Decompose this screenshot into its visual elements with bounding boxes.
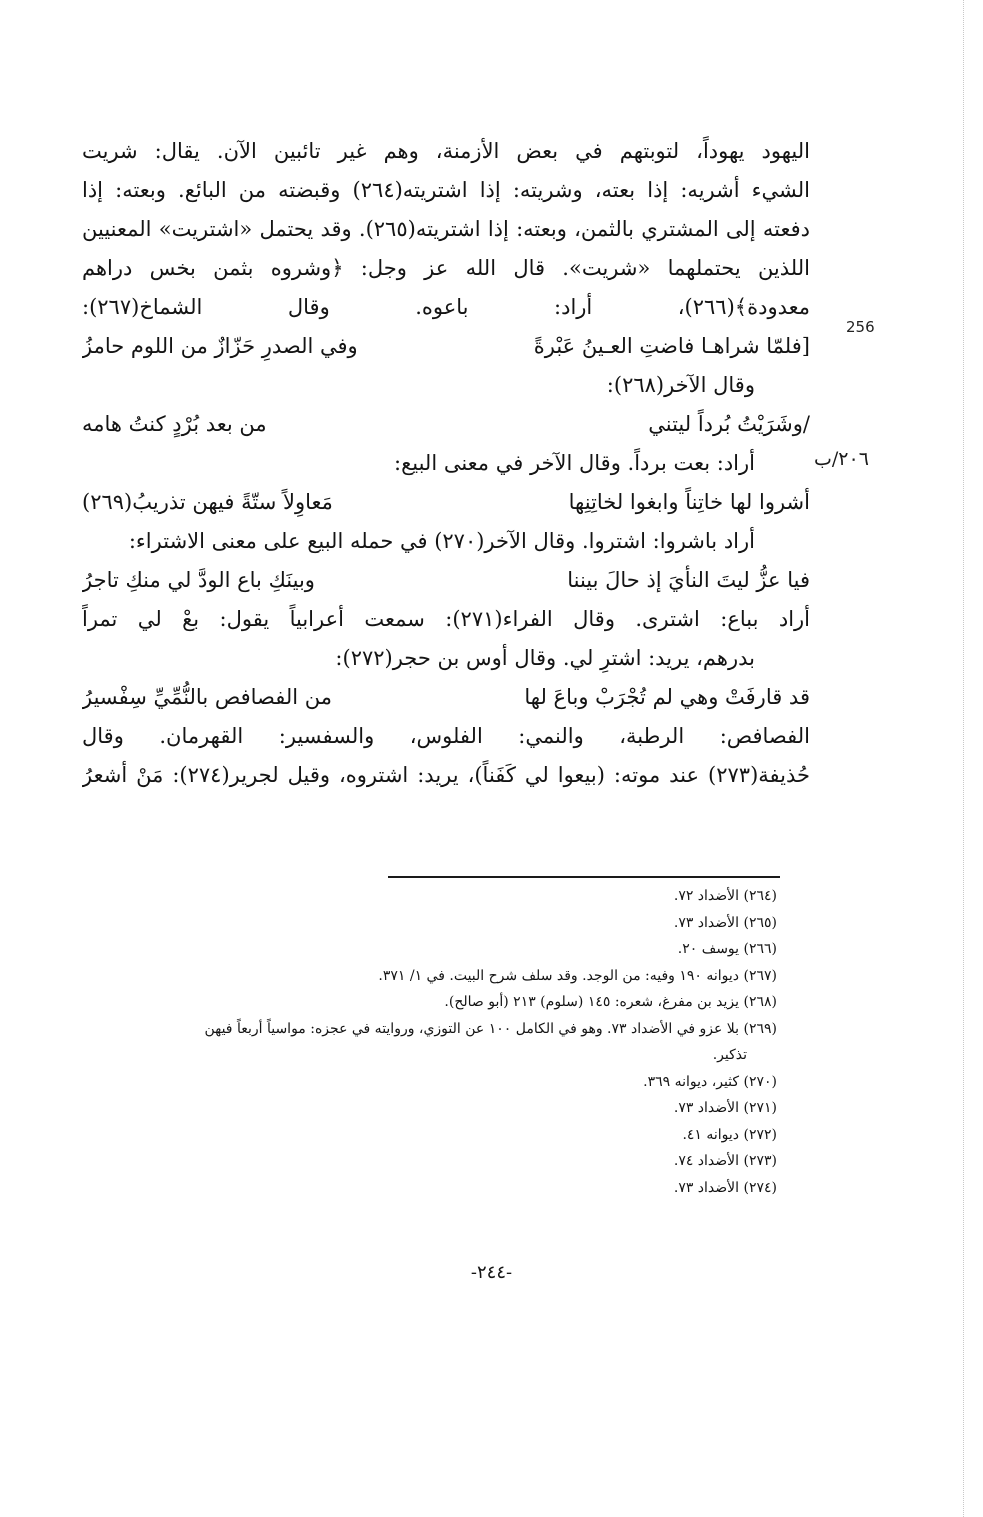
footnote: (٢٧٢) ديوانه ٤١.	[682, 1126, 777, 1143]
text-line: أراد: بعت برداً. وقال الآخر في معنى البيع:	[394, 451, 755, 475]
text-line: أراد بباع: اشترى. وقال الفراء(٢٧١): سمعت أعرابياً يقول: بعْ لي تمراً	[82, 607, 810, 631]
footnote: (٢٦٤) الأضداد ٧٢.	[673, 888, 777, 904]
text-line: وقال الآخر(٢٦٨):	[606, 373, 755, 397]
main-text	[82, 132, 810, 795]
footnote: (٢٧١) الأضداد ٧٣.	[673, 1100, 777, 1116]
footnote: (٢٦٧) ديوانه ١٩٠ وفيه: من الوجد. وقد سلف شرح البيت. في ١/ ٣٧١.	[378, 967, 777, 984]
verse-second-hemistich: من بعد بُرْدٍ كنتُ هامه	[82, 412, 267, 436]
text-line: الشيء أشريه: إذا بعته، وشريته: إذا اشتريته(٢٦٤) وقبضته من البائع. وبعته: إذا	[82, 178, 810, 202]
verse-line	[82, 405, 810, 444]
verse-first-hemistich: فيا عزُّ ليتَ النأيَ إذ حالَ بيننا	[567, 568, 810, 592]
footnotes	[77, 883, 777, 1201]
verse-second-hemistich: وفي الصدرِ حَزّازٌ من اللوم حامزُ	[82, 334, 358, 358]
margin-folio-ref: ٢٠٦/ب	[814, 448, 869, 470]
footnote: (٢٧٣) الأضداد ٧٤.	[673, 1153, 777, 1169]
footnote: (٢٦٥) الأضداد ٧٣.	[673, 914, 777, 931]
text-line: معدودة﴾(٢٦٦)، أراد: باعوه. وقال الشماخ(٢٦٧):	[82, 295, 810, 319]
text-line: دفعته إلى المشتري بالثمن، وبعته: إذا اشتريته(٢٦٥). وقد يحتمل «اشتريت» المعنيين	[82, 217, 810, 241]
verse-line	[82, 327, 810, 366]
page-number: -٢٤٤-	[470, 1262, 513, 1283]
verse-first-hemistich: قد قارفَتْ وهي لم تُجْرَبْ وباعَ لها	[524, 685, 810, 709]
verse-first-hemistich: [فلمّا شراهـا فاضتِ العـينُ عَبْرةً	[533, 334, 810, 358]
verse-line	[82, 678, 810, 717]
footnote: (٢٦٨) يزيد بن مفرغ، شعره: ١٤٥ (سلوم) ٢١٣ (أبو صالح).	[444, 994, 777, 1010]
margin-page-ref: 256	[846, 318, 875, 336]
text-line: حُذيفة(٢٧٣) عند موته: (بيعوا لي كَفَناً)، يريد: اشتروه، وقيل لجرير(٢٧٤): مَنْ أشعرُ	[82, 763, 810, 787]
text-line: الفصافص: الرطبة، والنمي: الفلوس، والسفسير: القهرمان. وقال	[82, 724, 810, 748]
footnote: (٢٧٠) كثير، ديوانه ٣٦٩.	[643, 1073, 777, 1090]
scan-edge-dotted-line	[963, 0, 968, 1517]
verse-second-hemistich: وبينَكِ باع الودَّ لي منكِ تاجرُ	[82, 568, 315, 592]
verse-first-hemistich: أشروا لها خاتِناً وابغوا لخاتِنِها	[568, 490, 810, 514]
verse-second-hemistich: من الفصافص بالنُّمِّيِّ سِفْسيرُ	[82, 685, 332, 709]
verse-first-hemistich: /وشَرَيْتُ بُرداً ليتني	[648, 412, 810, 436]
text-line: اليهود يهوداً، لتوبتهم في بعض الأزمنة، وهم غير تائبين الآن. يقال: شريت	[82, 139, 810, 163]
footnote-separator	[388, 876, 780, 878]
text-line: اللذين يحتملهما «شريت». قال الله عز وجل: ﴿وشروه بثمن بخس دراهم	[82, 256, 810, 280]
footnote: (٢٦٦) يوسف ٢٠.	[677, 941, 777, 957]
footnote-continuation: تذكير.	[712, 1047, 747, 1063]
verse-line	[82, 561, 810, 600]
text-line: أراد باشروا: اشتروا. وقال الآخر(٢٧٠) في حمله البيع على معنى الاشتراء:	[128, 529, 755, 553]
footnote: (٢٦٩) بلا عزو في الأضداد ٧٣. وهو في الكامل ١٠٠ عن التوزي، وروايته في عجزه: مواسياً أربعاً فيهن	[204, 1020, 777, 1037]
verse-second-hemistich: مَعاوِلاً ستّةً فيهن تذريبُ(٢٦٩)	[82, 490, 333, 514]
verse-line	[82, 483, 810, 522]
text-line: بدرهم، يريد: اشترِ لي. وقال أوس بن حجر(٢٧٢):	[335, 646, 755, 670]
footnote: (٢٧٤) الأضداد ٧٣.	[673, 1179, 777, 1196]
